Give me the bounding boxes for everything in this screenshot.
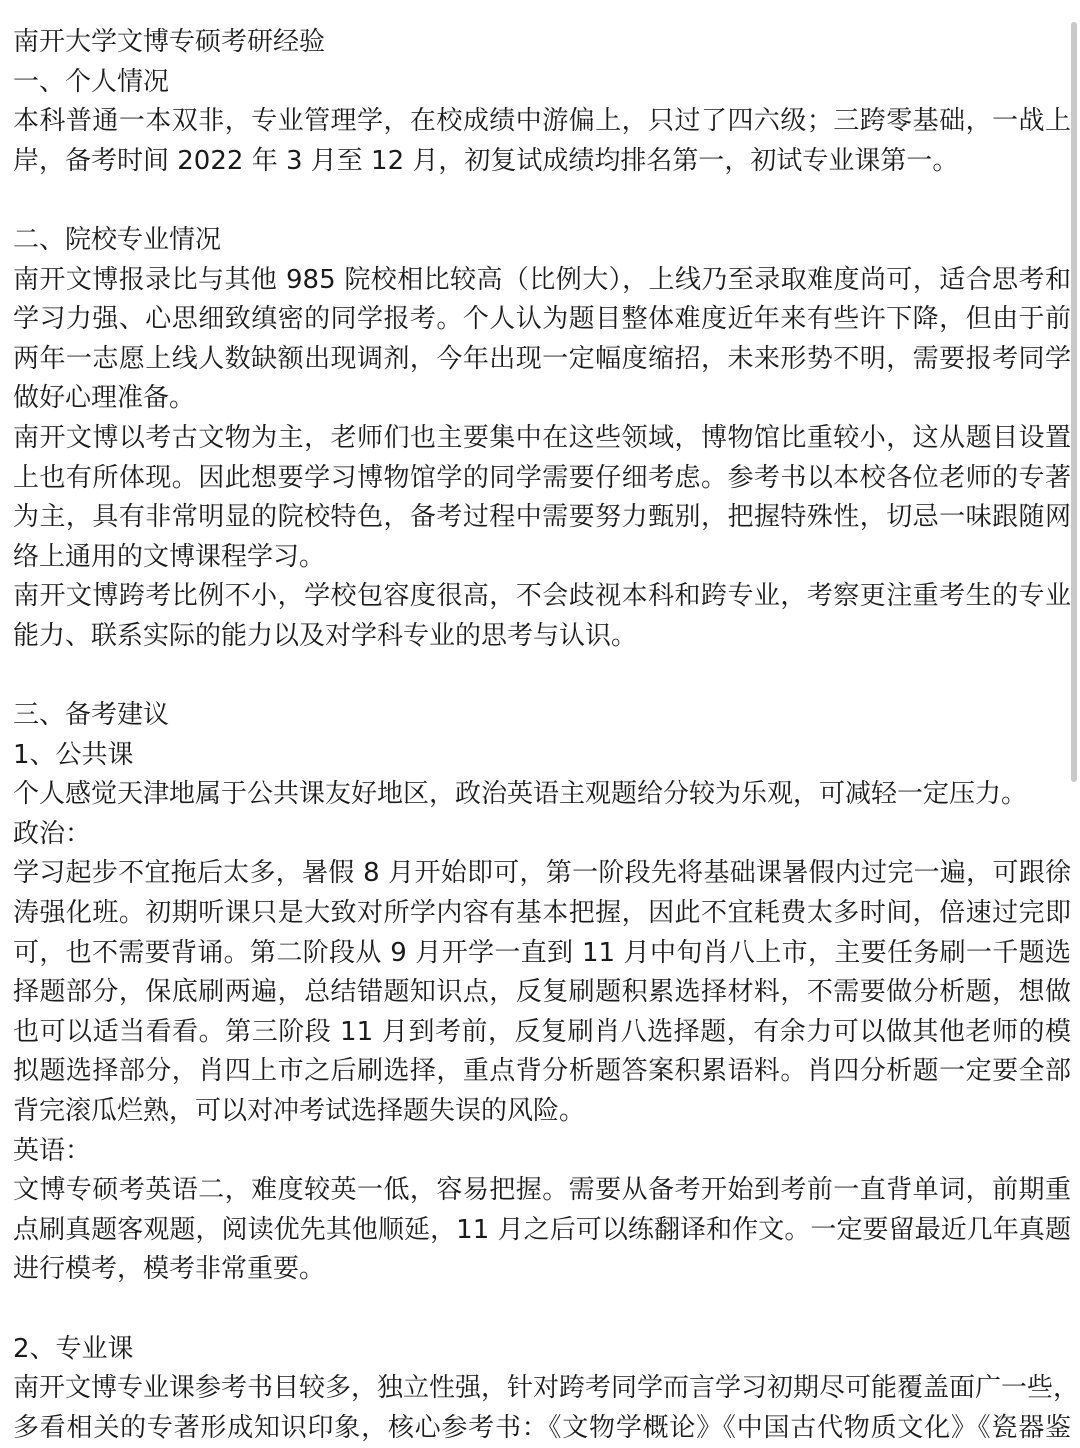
paragraph-line: 学习起步不宜拖后太多，暑假 8 月开始即可，第一阶段先将基础课暑假内过完一遍，可跟徐 — [13, 858, 1071, 889]
paragraph-line: 南开文博跨考比例不小，学校包容度很高，不会歧视本科和跨专业，考察更注重考生的专业 — [13, 581, 1071, 612]
paragraph-line: 本科普通一本双非，专业管理学，在校成绩中游偏上，只过了四六级；三跨零基础，一战上 — [13, 106, 1071, 137]
paragraph-line: 岸，备考时间 2022 年 3 月至 12 月，初复试成绩均排名第一，初试专业课第一。 — [13, 145, 959, 176]
paragraph-line: 络上通用的文博课程学习。 — [13, 541, 326, 572]
paragraph-line: 点刷真题客观题，阅读优先其他顺延，11 月之后可以练翻译和作文。一定要留最近几年真题 — [13, 1214, 1071, 1245]
paragraph-line: 背完滚瓜烂熟，可以对冲考试选择题失误的风险。 — [13, 1096, 586, 1127]
paragraph-line: 可，也不需要背诵。第二阶段从 9 月开学一直到 11 月中旬肖八上市，主要任务刷一千题选 — [13, 937, 1071, 968]
paragraph-line: 南开文博报录比与其他 985 院校相比较高（比例大），上线乃至录取难度尚可，适合思考和 — [13, 264, 1071, 295]
paragraph-line: 进行模考，模考非常重要。 — [13, 1254, 326, 1285]
document-title: 南开大学文博专硕考研经验 — [13, 27, 326, 57]
section-heading-advice: 三、备考建议 — [13, 700, 170, 731]
blank-line — [13, 1290, 1071, 1330]
label-english: 英语： — [13, 1135, 92, 1166]
paragraph-line: 南开文博以考古文物为主，老师们也主要集中在这些领域，博物馆比重较小，这从题目设置 — [13, 422, 1071, 453]
subheading-public-courses: 1、公共课 — [13, 739, 134, 770]
paragraph-line: 择题部分，保底刷两遍，总结错题知识点，反复刷题积累选择材料，不需要做分析题，想做 — [13, 977, 1071, 1008]
paragraph-line: 为主，具有非常明显的院校特色，备考过程中需要努力甄别，把握特殊性，切忌一味跟随网 — [13, 502, 1071, 533]
paragraph-line: 文博专硕考英语二，难度较英一低，容易把握。需要从备考开始到考前一直背单词，前期重 — [13, 1175, 1071, 1206]
paragraph-line: 南开文博专业课参考书目较多，独立性强，针对跨考同学而言学习初期尽可能覆盖面广一些， — [13, 1373, 1080, 1404]
label-politics: 政治： — [13, 818, 92, 849]
section-heading-personal: 一、个人情况 — [13, 66, 170, 97]
document-body — [13, 23, 1080, 1448]
paragraph-line: 也可以适当看看。第三阶段 11 月到考前，反复刷肖八选择题，有余力可以做其他老师的模 — [13, 1016, 1071, 1047]
section-heading-school: 二、院校专业情况 — [13, 224, 222, 255]
paragraph-line: 学习力强、心思细致缜密的同学报考。个人认为题目整体难度近年来有些许下降，但由于前 — [13, 304, 1071, 335]
subheading-major-courses: 2、专业课 — [13, 1333, 134, 1364]
paragraph-line: 能力、联系实际的能力以及对学科专业的思考与认识。 — [13, 620, 638, 651]
paragraph-line: 两年一志愿上线人数缺额出现调剂，今年出现一定幅度缩招，未来形势不明，需要报考同学 — [13, 343, 1071, 374]
paragraph-line: 个人感觉天津地属于公共课友好地区，政治英语主观题给分较为乐观，可减轻一定压力。 — [13, 779, 1028, 810]
paragraph-line: 拟题选择部分，肖四上市之后刷选择，重点背分析题答案积累语料。肖四分析题一定要全部 — [13, 1056, 1071, 1087]
scrollbar-thumb[interactable] — [1071, 22, 1077, 782]
blank-line — [13, 181, 1071, 221]
paragraph-line: 上也有所体现。因此想要学习博物馆学的同学需要仔细考虑。参考书以本校各位老师的专著 — [13, 462, 1071, 493]
paragraph-line: 多看相关的专著形成知识印象，核心参考书：《文物学概论》《中国古代物质文化》《瓷器鉴 — [13, 1412, 1071, 1443]
blank-line — [13, 657, 1071, 697]
paragraph-line: 涛强化班。初期听课只是大致对所学内容有基本把握，因此不宜耗费太多时间，倍速过完即 — [13, 898, 1071, 929]
paragraph-line: 做好心理准备。 — [13, 383, 196, 414]
